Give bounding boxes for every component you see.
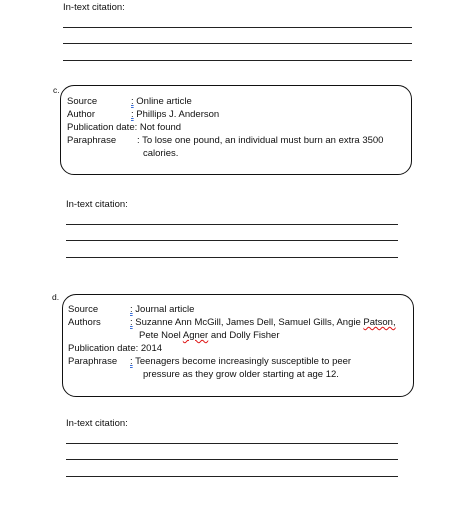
pubdate-label: Publication date: <box>68 343 139 354</box>
source-label: Source <box>68 304 99 315</box>
source-value: Journal article <box>135 304 195 315</box>
authors-line-2: Pete Noel Agner and Dolly Fisher <box>139 330 280 341</box>
in-text-citation-label: In-text citation: <box>66 199 128 210</box>
paraphrase-line-2: pressure as they grow older starting at age 12. <box>143 369 339 380</box>
pubdate-value: Not found <box>139 122 182 133</box>
pubdate-label: Publication date: <box>67 122 138 133</box>
paraphrase-line-2: calories. <box>143 148 179 159</box>
flagged-word[interactable]: Patson, <box>363 317 396 328</box>
pubdate-row <box>68 343 412 356</box>
author-label: Author <box>67 109 95 120</box>
flagged-word[interactable]: Agner <box>182 330 209 341</box>
citation-line[interactable] <box>66 476 398 477</box>
paraphrase-label: Paraphrase <box>68 356 118 367</box>
colon-mark: : <box>131 96 134 107</box>
entry-marker: c. <box>53 85 60 95</box>
source-box <box>60 85 412 175</box>
pubdate-value: 2014 <box>140 343 163 354</box>
colon-mark: : <box>131 109 134 120</box>
authors-line-1: Suzanne Ann McGill, James Dell, Samuel Gills, Angie <box>135 317 361 328</box>
citation-line[interactable] <box>63 60 412 61</box>
in-text-citation-label: In-text citation: <box>63 2 125 13</box>
authors-label: Authors <box>68 317 101 328</box>
source-box <box>62 294 414 397</box>
citation-line[interactable] <box>63 43 412 44</box>
paraphrase-line-1: : To lose one pound, an individual must burn an extra 3500 <box>137 135 384 146</box>
source-value: Online article <box>136 96 192 107</box>
colon-mark: : <box>130 304 133 315</box>
citation-line[interactable] <box>66 257 398 258</box>
citation-line[interactable] <box>63 27 412 28</box>
colon-mark: : <box>130 356 133 367</box>
paraphrase-line-1: Teenagers become increasingly susceptible to peer <box>135 356 352 367</box>
citation-line[interactable] <box>66 224 398 225</box>
paraphrase-label: Paraphrase <box>67 135 117 146</box>
source-label: Source <box>67 96 98 107</box>
author-value: Phillips J. Anderson <box>136 109 220 120</box>
citation-line[interactable] <box>66 240 398 241</box>
citation-line[interactable] <box>66 443 398 444</box>
pubdate-row <box>67 122 407 135</box>
colon-mark: : <box>130 317 133 328</box>
entry-marker: d. <box>52 292 60 302</box>
citation-line[interactable] <box>66 459 398 460</box>
in-text-citation-label: In-text citation: <box>66 418 128 429</box>
